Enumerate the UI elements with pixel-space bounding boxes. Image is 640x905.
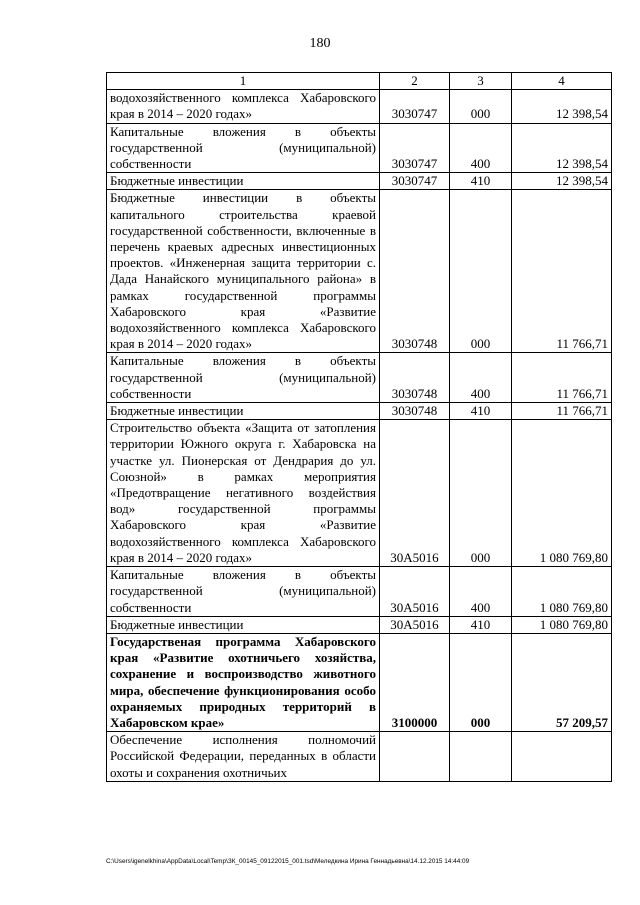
row-expense-type: 000 bbox=[450, 190, 512, 353]
budget-table bbox=[106, 72, 612, 782]
row-amount: 11 766,71 bbox=[512, 353, 612, 403]
page-number: 180 bbox=[309, 36, 331, 51]
footer-file-path: C:\Users\igenelkhina\AppData\Local\Temp\ЗК_00145_09122015_001.tsd\Меледкина Ирина Геннадьевна\14.12.2015 14:44:09 bbox=[106, 858, 470, 865]
row-amount: 1 080 769,80 bbox=[512, 420, 612, 567]
row-expense-type bbox=[450, 732, 512, 782]
row-expense-type: 400 bbox=[450, 123, 512, 173]
row-target-code: 3030748 bbox=[380, 190, 450, 353]
row-description: Бюджетные инвестиции bbox=[107, 173, 380, 190]
row-description: Капитальные вложения в объекты государственной (муниципальной) собственности bbox=[107, 123, 380, 173]
row-expense-type: 410 bbox=[450, 403, 512, 420]
row-expense-type: 400 bbox=[450, 567, 512, 617]
row-description: Обеспечение исполнения полномочий Российской Федерации, переданных в области охоты и сохранения охотничьих bbox=[107, 732, 380, 782]
row-target-code: 3030748 bbox=[380, 403, 450, 420]
table-row bbox=[107, 90, 612, 123]
table-body bbox=[107, 90, 612, 782]
row-description: Капитальные вложения в объекты государственной (муниципальной) собственности bbox=[107, 353, 380, 403]
row-target-code: 3100000 bbox=[380, 633, 450, 731]
table-row bbox=[107, 732, 612, 782]
table-row bbox=[107, 567, 612, 617]
row-target-code: 30А5016 bbox=[380, 420, 450, 567]
column-header-4: 4 bbox=[512, 73, 612, 90]
table-row bbox=[107, 633, 612, 731]
row-description: Строительство объекта «Защита от затопления территории Южного округа г. Хабаровска на участке ул. Пионерская от Дендрария до ул. Союзной» в рамках мероприятия «Предотвращение негативного воздействия вод» государственной программы Хабаровского края «Развитие водохозяйственного комплекса Хабаровского края в 2014 – 2020 годах» bbox=[107, 420, 380, 567]
table-row bbox=[107, 403, 612, 420]
row-amount: 11 766,71 bbox=[512, 190, 612, 353]
row-amount bbox=[512, 732, 612, 782]
column-header-2: 2 bbox=[380, 73, 450, 90]
row-target-code: 3030748 bbox=[380, 353, 450, 403]
row-expense-type: 410 bbox=[450, 173, 512, 190]
row-target-code: 3030747 bbox=[380, 123, 450, 173]
table-row bbox=[107, 616, 612, 633]
row-target-code: 3030747 bbox=[380, 90, 450, 123]
row-description: Капитальные вложения в объекты государственной (муниципальной) собственности bbox=[107, 567, 380, 617]
row-target-code: 30А5016 bbox=[380, 616, 450, 633]
column-header-3: 3 bbox=[450, 73, 512, 90]
table-header-row bbox=[107, 73, 612, 90]
row-target-code bbox=[380, 732, 450, 782]
row-description: Бюджетные инвестиции в объекты капитального строительства краевой государственной собственности, включенные в перечень краевых адресных инвестиционных проектов. «Инженерная защита территории с. Дада Нанайского муниципального района» в рамках государственной программы Хабаровского края «Развитие водохозяйственного комплекса Хабаровского края в 2014 – 2020 годах» bbox=[107, 190, 380, 353]
row-amount: 1 080 769,80 bbox=[512, 616, 612, 633]
column-header-1: 1 bbox=[107, 73, 380, 90]
table-row bbox=[107, 123, 612, 173]
row-description: Бюджетные инвестиции bbox=[107, 616, 380, 633]
table-row bbox=[107, 420, 612, 567]
row-amount: 12 398,54 bbox=[512, 123, 612, 173]
row-expense-type: 000 bbox=[450, 633, 512, 731]
row-target-code: 30А5016 bbox=[380, 567, 450, 617]
row-description: Государственая программа Хабаровского края «Развитие охотничьего хозяйства, сохранение и воспроизводство животного мира, обеспечение функционирования особо охраняемых природных территорий в Хабаровском крае» bbox=[107, 633, 380, 731]
row-description: Бюджетные инвестиции bbox=[107, 403, 380, 420]
row-amount: 12 398,54 bbox=[512, 173, 612, 190]
row-amount: 12 398,54 bbox=[512, 90, 612, 123]
row-expense-type: 400 bbox=[450, 353, 512, 403]
row-amount: 11 766,71 bbox=[512, 403, 612, 420]
row-target-code: 3030747 bbox=[380, 173, 450, 190]
row-expense-type: 000 bbox=[450, 90, 512, 123]
row-amount: 57 209,57 bbox=[512, 633, 612, 731]
table-row bbox=[107, 190, 612, 353]
table-row bbox=[107, 173, 612, 190]
row-expense-type: 410 bbox=[450, 616, 512, 633]
row-amount: 1 080 769,80 bbox=[512, 567, 612, 617]
row-expense-type: 000 bbox=[450, 420, 512, 567]
table-row bbox=[107, 353, 612, 403]
row-description: водохозяйственного комплекса Хабаровского края в 2014 – 2020 годах» bbox=[107, 90, 380, 123]
